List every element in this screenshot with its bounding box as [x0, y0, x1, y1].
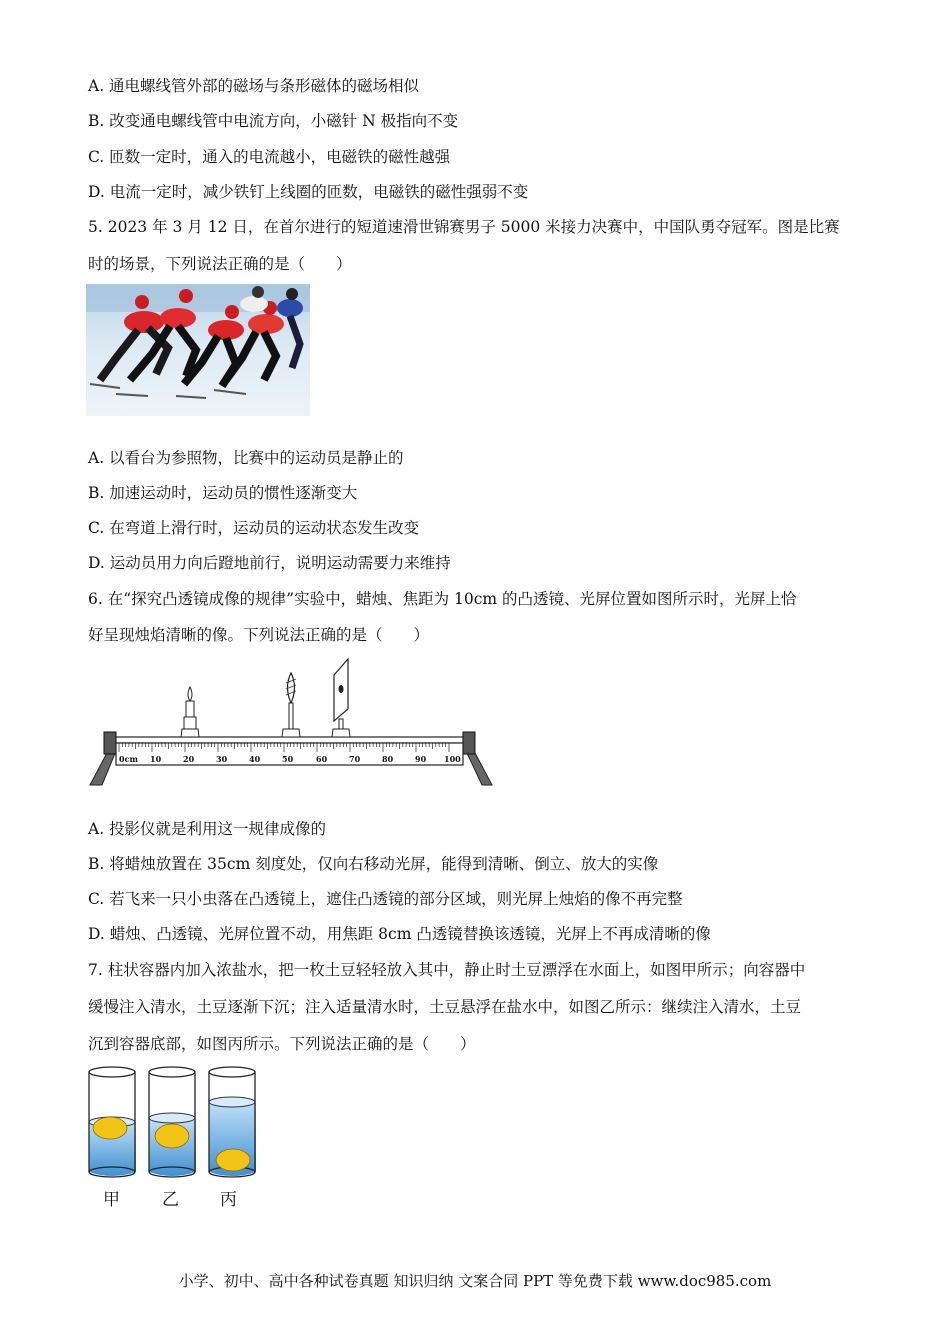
- q4-option-c: C. 匝数一定时，通入的电流越小，电磁铁的磁性越强: [88, 148, 451, 166]
- ruler-label-80: 80: [382, 754, 394, 764]
- cup-yi: [149, 1067, 196, 1177]
- candle: [181, 687, 199, 737]
- ruler-label-20: 20: [183, 754, 195, 764]
- q5-option-d: D. 运动员用力向后蹬地前行，说明运动需要力来维持: [88, 554, 451, 572]
- q5-stem-line2: 时的场景，下列说法正确的是（ ）: [88, 255, 352, 273]
- speed-skating-photo: [86, 284, 310, 416]
- q6-option-b: B. 将蜡烛放置在 35cm 刻度处，仅向右移动光屏，能得到清晰、倒立、放大的实像: [88, 855, 659, 873]
- q7-stem-line3: 沉到容器底部，如图丙所示。下列说法正确的是（ ）: [88, 1035, 476, 1053]
- q6-stem-line1: 6. 在“探究凸透镜成像的规律”实验中，蜡烛、焦距为 10cm 的凸透镜、光屏位置如图所示时，光屏上恰: [88, 590, 797, 608]
- ruler-label-50: 50: [282, 754, 294, 764]
- cup-bing: [209, 1067, 256, 1177]
- q5-option-c: C. 在弯道上滑行时，运动员的运动状态发生改变: [88, 519, 420, 537]
- q5-stem-line1: 5. 2023 年 3 月 12 日，在首尔进行的短道速滑世锦赛男子 5000 米接力决赛中，中国队勇夺冠军。图是比赛: [88, 218, 840, 236]
- q4-option-d: D. 电流一定时，减少铁钉上线圈的匝数，电磁铁的磁性强弱不变: [88, 183, 529, 201]
- q6-option-d: D. 蜡烛、凸透镜、光屏位置不动，用焦距 8cm 凸透镜替换该透镜，光屏上不再成清晰的像: [88, 925, 711, 943]
- q6-option-a: A. 投影仪就是利用这一规律成像的: [88, 820, 327, 838]
- cup-jia: [89, 1067, 136, 1177]
- ruler-label-40: 40: [249, 754, 261, 764]
- ruler-label-100: 100: [444, 754, 461, 764]
- q7-stem-line2: 缓慢注入清水，土豆逐渐下沉；注入适量清水时，土豆悬浮在盐水中，如图乙所示：继续注入清水，土豆: [88, 998, 802, 1016]
- q4-option-a: A. 通电螺线管外部的磁场与条形磁体的磁场相似: [88, 77, 420, 95]
- q7-stem-line1: 7. 柱状容器内加入浓盐水，把一枚土豆轻轻放入其中，静止时土豆漂浮在水面上，如图甲所示；向容器中: [88, 961, 806, 979]
- page-footer: 小学、初中、高中各种试卷真题 知识归纳 文案合同 PPT 等免费下载 www.doc985.com: [178, 1272, 772, 1290]
- q6-option-c: C. 若飞来一只小虫落在凸透镜上，遮住凸透镜的部分区域，则光屏上烛焰的像不再完整: [88, 890, 683, 908]
- label-jia: 甲: [103, 1190, 120, 1210]
- optical-bench-diagram: [86, 655, 496, 790]
- ruler-label-0: 0cm: [119, 754, 138, 764]
- q5-option-a: A. 以看台为参照物，比赛中的运动员是静止的: [88, 449, 404, 467]
- potato-cups-figure: [84, 1062, 264, 1182]
- label-bing: 丙: [220, 1190, 237, 1210]
- ruler-label-90: 90: [415, 754, 427, 764]
- q4-option-b: B. 改变通电螺线管中电流方向，小磁针 N 极指向不变: [88, 112, 459, 130]
- light-screen: [332, 659, 350, 737]
- ruler-label-60: 60: [316, 754, 328, 764]
- convex-lens: [282, 673, 300, 737]
- ruler-label-70: 70: [349, 754, 361, 764]
- q5-option-b: B. 加速运动时，运动员的惯性逐渐变大: [88, 484, 358, 502]
- q6-stem-line2: 好呈现烛焰清晰的像。下列说法正确的是（ ）: [88, 626, 430, 644]
- ruler-label-10: 10: [150, 754, 162, 764]
- ruler-label-30: 30: [216, 754, 228, 764]
- label-yi: 乙: [162, 1190, 179, 1210]
